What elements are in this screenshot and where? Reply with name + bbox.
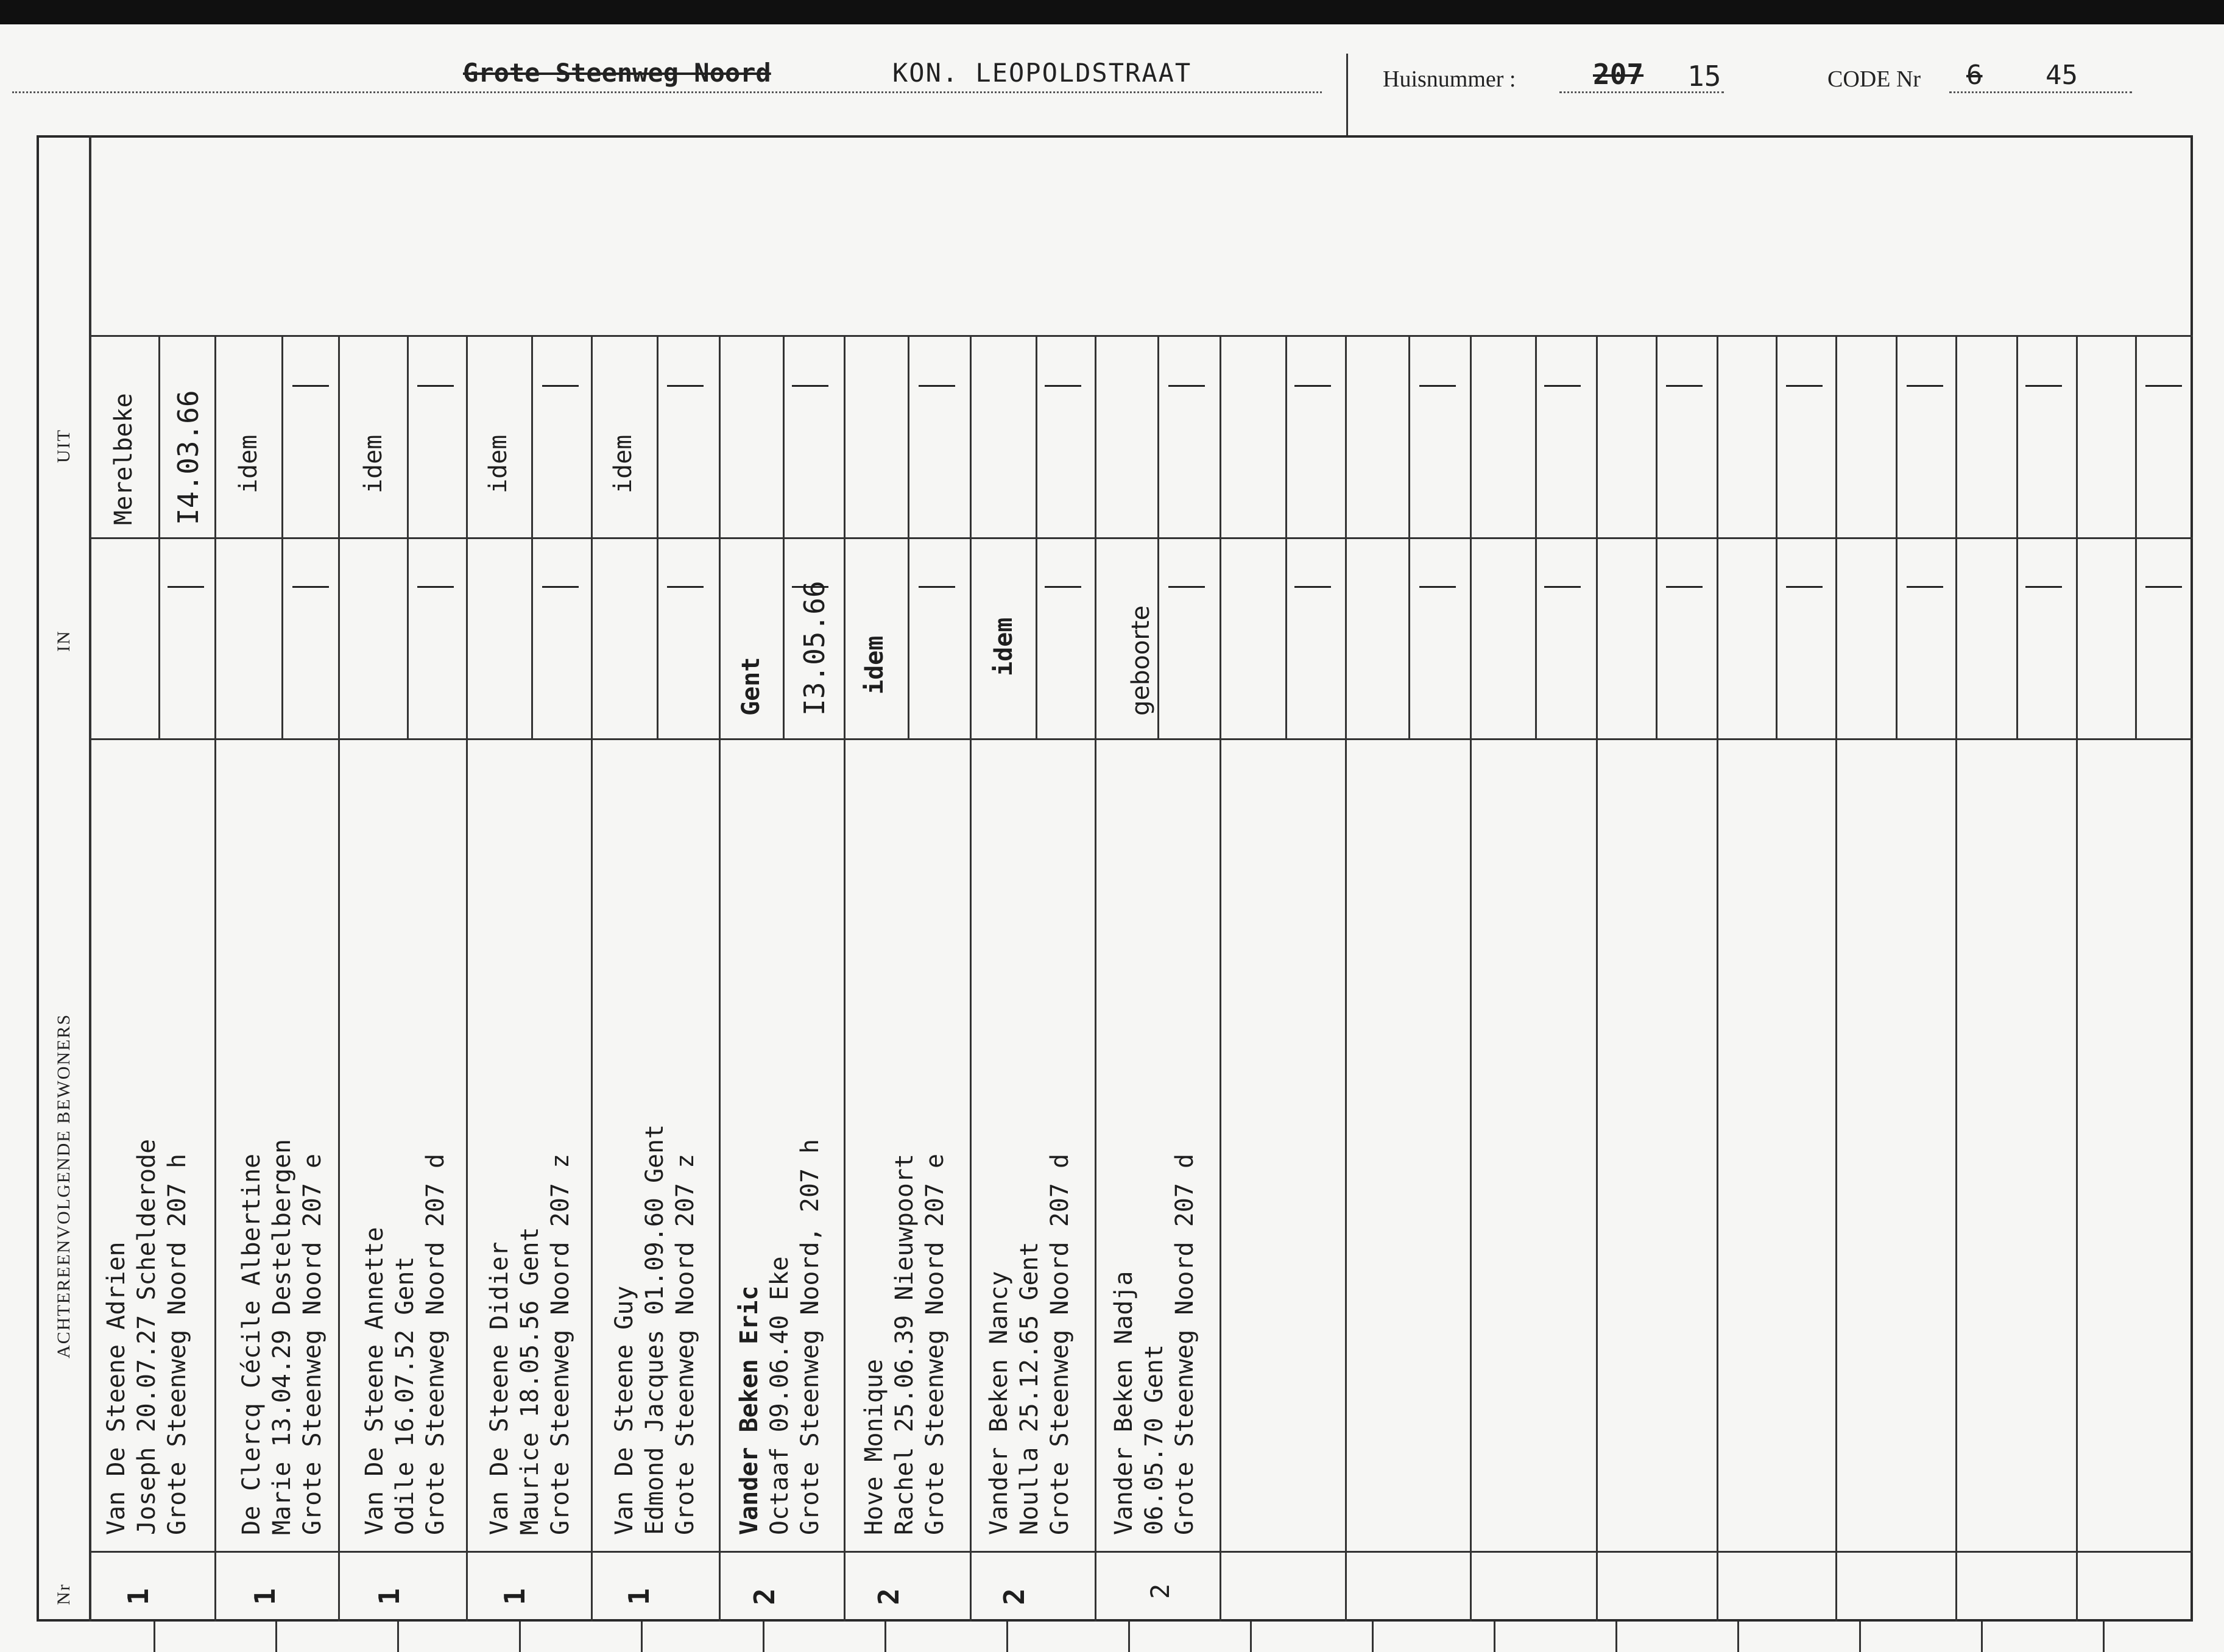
empty-dash bbox=[2025, 385, 2062, 387]
code-label: CODE Nr bbox=[1827, 66, 1921, 92]
subcolumn-separator bbox=[908, 335, 909, 738]
street-name-current: KON. LEOPOLDSTRAAT bbox=[892, 58, 1192, 88]
subcolumn-separator bbox=[1408, 335, 1410, 738]
resident-nr: 2 bbox=[998, 1588, 1031, 1605]
resident-name: Van De Steene Didier bbox=[485, 1241, 514, 1535]
resident-nr: 1 bbox=[498, 1588, 531, 1605]
huisnummer-label: Huisnummer : bbox=[1383, 66, 1516, 92]
resident-nr: 1 bbox=[373, 1588, 406, 1605]
resident-birth: Edmond Jacques 01.09.60 Gent bbox=[641, 1124, 669, 1535]
column-label-in: IN bbox=[54, 630, 74, 652]
resident-address: Grote Steenweg Noord 207 h bbox=[163, 1153, 191, 1535]
empty-dash bbox=[292, 385, 329, 387]
subcolumn-separator bbox=[1656, 335, 1657, 738]
empty-dash bbox=[919, 586, 955, 588]
empty-dash bbox=[1045, 385, 1081, 387]
resident-address: Grote Steenweg Noord 207 d bbox=[1046, 1153, 1074, 1535]
column-label-nr: Nr bbox=[54, 1583, 74, 1605]
huisnummer-old: 207 bbox=[1593, 58, 1644, 91]
uit-place: idem bbox=[609, 434, 637, 493]
empty-dash bbox=[667, 586, 704, 588]
edge-tick bbox=[1372, 1622, 1374, 1652]
edge-tick bbox=[1981, 1622, 1983, 1652]
subcolumn-separator bbox=[1157, 335, 1159, 738]
column-separator bbox=[1470, 335, 1472, 1622]
empty-dash bbox=[1419, 586, 1456, 588]
resident-address: Grote Steenweg Noord 207 z bbox=[671, 1153, 699, 1535]
column-separator bbox=[591, 335, 593, 1622]
scan-top-edge bbox=[0, 0, 2224, 24]
subcolumn-separator bbox=[657, 335, 658, 738]
column-separator bbox=[1596, 335, 1598, 1622]
subcolumn-separator bbox=[531, 335, 533, 738]
subcolumn-separator bbox=[2016, 335, 2018, 738]
column-separator bbox=[2076, 335, 2078, 1622]
header-separator bbox=[1346, 54, 1348, 136]
empty-dash bbox=[1786, 385, 1823, 387]
in-date: I3.05.66 bbox=[798, 581, 831, 716]
bewoners-top-line bbox=[91, 738, 2193, 740]
in-place: idem bbox=[861, 635, 889, 694]
subcolumn-separator bbox=[1896, 335, 1897, 738]
empty-dash bbox=[1168, 385, 1205, 387]
in-place: geboorte bbox=[1127, 605, 1155, 716]
resident-address: Grote Steenweg Noord 207 d bbox=[422, 1153, 450, 1535]
edge-tick bbox=[2103, 1622, 2105, 1652]
subcolumn-separator bbox=[2135, 335, 2137, 738]
uit-date: I4.03.66 bbox=[172, 390, 205, 525]
empty-dash bbox=[792, 385, 828, 387]
subcolumn-separator bbox=[158, 335, 160, 738]
empty-dash bbox=[417, 385, 454, 387]
empty-dash bbox=[542, 586, 579, 588]
street-name-struck: Grote Steenweg Noord bbox=[463, 58, 771, 88]
edge-tick bbox=[397, 1622, 399, 1652]
resident-birth: Noulla 25.12.65 Gent bbox=[1015, 1241, 1043, 1535]
resident-nr: 2 bbox=[872, 1588, 905, 1605]
edge-tick bbox=[884, 1622, 886, 1652]
empty-dash bbox=[2145, 586, 2182, 588]
column-separator bbox=[1717, 335, 1718, 1622]
column-separator bbox=[1345, 335, 1347, 1622]
resident-birth: Octaaf 09.06.40 Eke bbox=[766, 1256, 794, 1535]
uit-place: idem bbox=[235, 434, 263, 493]
column-separator bbox=[1095, 335, 1096, 1622]
empty-dash bbox=[1544, 385, 1581, 387]
resident-nr: 2 bbox=[748, 1588, 781, 1605]
uit-place: Merelbeke bbox=[110, 393, 138, 525]
huisnummer-new: 15 bbox=[1687, 60, 1721, 93]
edge-tick bbox=[1615, 1622, 1617, 1652]
resident-name: Hove Monique bbox=[860, 1359, 888, 1535]
resident-name: Van De Steene Annette bbox=[361, 1227, 389, 1535]
edge-tick bbox=[763, 1622, 764, 1652]
column-separator bbox=[338, 335, 340, 1622]
uit-place: idem bbox=[484, 434, 512, 493]
code-dotted-line bbox=[1949, 91, 2132, 93]
empty-dash bbox=[1666, 586, 1703, 588]
resident-birth: 06.05.70 Gent bbox=[1140, 1344, 1168, 1535]
empty-dash bbox=[542, 385, 579, 387]
column-separator bbox=[466, 335, 468, 1622]
resident-address: Grote Steenweg Noord 207 e bbox=[298, 1153, 327, 1535]
empty-dash bbox=[1168, 586, 1205, 588]
resident-address: Grote Steenweg Noord, 207 h bbox=[796, 1138, 824, 1535]
empty-dash bbox=[292, 586, 329, 588]
resident-name: De Clercq Cécile Albertine bbox=[238, 1153, 266, 1535]
nr-top-line bbox=[91, 1551, 2193, 1553]
subcolumn-separator bbox=[1535, 335, 1537, 738]
column-label-bewoners: ACHTEREENVOLGENDE BEWONERS bbox=[54, 1013, 74, 1358]
resident-name: Van De Steene Adrien bbox=[102, 1241, 130, 1535]
empty-dash bbox=[1544, 586, 1581, 588]
empty-dash bbox=[2145, 385, 2182, 387]
column-label-uit: UIT bbox=[54, 429, 74, 463]
empty-dash bbox=[667, 385, 704, 387]
edge-tick bbox=[1737, 1622, 1739, 1652]
subcolumn-separator bbox=[1285, 335, 1287, 738]
edge-tick bbox=[1859, 1622, 1861, 1652]
empty-dash bbox=[1419, 385, 1456, 387]
resident-address: Grote Steenweg Noord 207 e bbox=[921, 1153, 949, 1535]
empty-dash bbox=[919, 385, 955, 387]
column-separator bbox=[1835, 335, 1837, 1622]
subcolumn-separator bbox=[1036, 335, 1037, 738]
empty-dash bbox=[168, 586, 204, 588]
empty-dash bbox=[1294, 385, 1331, 387]
column-separator bbox=[214, 335, 216, 1622]
in-place: Gent bbox=[737, 657, 765, 716]
code-old: 6 bbox=[1966, 60, 1983, 91]
resident-birth: Marie 13.04.29 Destelbergen bbox=[268, 1138, 296, 1535]
edge-tick bbox=[275, 1622, 277, 1652]
empty-dash bbox=[1907, 385, 1943, 387]
resident-nr: 1 bbox=[122, 1588, 155, 1605]
street-dotted-line bbox=[12, 91, 1322, 93]
resident-name: Van De Steene Guy bbox=[610, 1285, 638, 1535]
empty-dash bbox=[1666, 385, 1703, 387]
resident-nr: 1 bbox=[623, 1588, 655, 1605]
edge-tick bbox=[1006, 1622, 1008, 1652]
resident-birth: Odile 16.07.52 Gent bbox=[391, 1256, 419, 1535]
resident-name: Vander Beken Eric bbox=[735, 1285, 763, 1535]
edge-tick bbox=[1494, 1622, 1495, 1652]
empty-dash bbox=[1294, 586, 1331, 588]
resident-nr: 2 bbox=[1145, 1583, 1175, 1599]
resident-nr: 1 bbox=[249, 1588, 281, 1605]
resident-name: Vander Beken Nadja bbox=[1110, 1271, 1138, 1535]
subcolumn-separator bbox=[281, 335, 283, 738]
column-separator bbox=[970, 335, 972, 1622]
edge-tick bbox=[641, 1622, 643, 1652]
empty-dash bbox=[1786, 586, 1823, 588]
huisnummer-dotted-line bbox=[1559, 91, 1724, 93]
resident-name: Vander Beken Nancy bbox=[985, 1271, 1013, 1535]
code-new: 45 bbox=[2046, 60, 2078, 91]
column-separator bbox=[1955, 335, 1957, 1622]
empty-dash bbox=[1907, 586, 1943, 588]
empty-dash bbox=[2025, 586, 2062, 588]
in-place: idem bbox=[990, 617, 1018, 676]
subcolumn-separator bbox=[783, 335, 785, 738]
edge-tick bbox=[519, 1622, 521, 1652]
column-separator bbox=[1220, 335, 1221, 1622]
column-separator bbox=[844, 335, 845, 1622]
resident-birth: Joseph 20.07.27 Schelderode bbox=[133, 1138, 161, 1535]
edge-tick bbox=[1250, 1622, 1252, 1652]
resident-address: Grote Steenweg Noord 207 d bbox=[1171, 1153, 1199, 1535]
resident-address: Grote Steenweg Noord 207 z bbox=[546, 1153, 574, 1535]
resident-birth: Maurice 18.05.56 Gent bbox=[516, 1227, 544, 1535]
resident-birth: Rachel 25.06.39 Nieuwpoort bbox=[891, 1153, 919, 1535]
subcolumn-separator bbox=[1776, 335, 1777, 738]
empty-dash bbox=[417, 586, 454, 588]
uit-place: idem bbox=[359, 434, 387, 493]
edge-tick bbox=[1128, 1622, 1130, 1652]
subcolumn-separator bbox=[407, 335, 409, 738]
edge-tick bbox=[154, 1622, 155, 1652]
label-column-separator bbox=[89, 135, 91, 1622]
column-separator bbox=[719, 335, 721, 1622]
empty-dash bbox=[1045, 586, 1081, 588]
